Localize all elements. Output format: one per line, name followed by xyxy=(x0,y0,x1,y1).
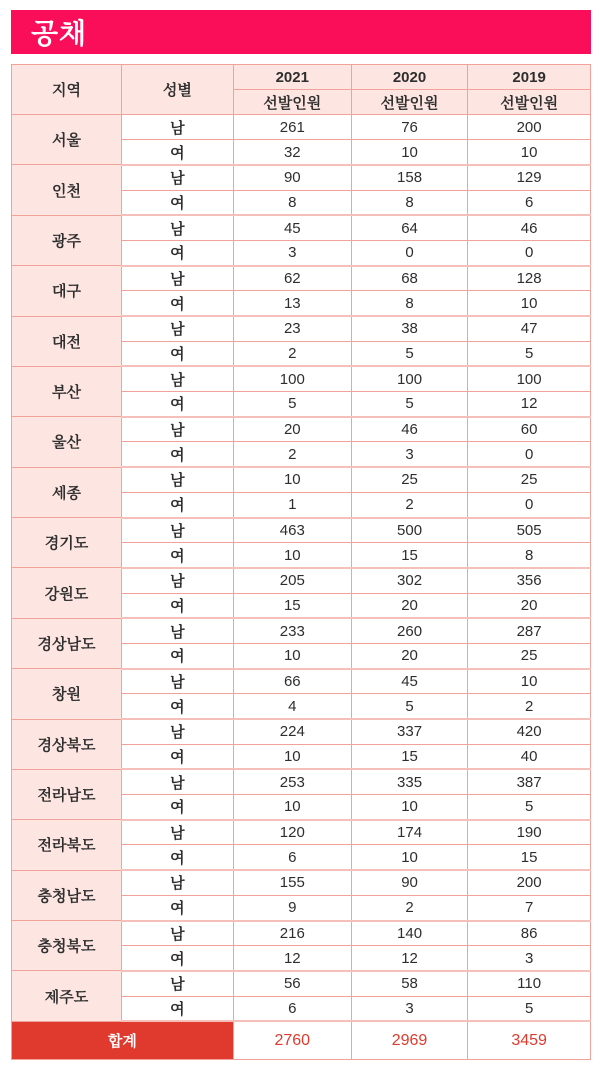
value-cell: 15 xyxy=(233,593,351,618)
value-cell: 10 xyxy=(233,643,351,668)
header-row-years xyxy=(12,65,591,90)
value-cell: 15 xyxy=(351,744,467,769)
region-cell: 세종 xyxy=(12,467,122,517)
gender-cell: 남 xyxy=(122,518,234,543)
region-cell: 대전 xyxy=(12,316,122,366)
value-cell: 10 xyxy=(468,669,591,694)
value-cell: 6 xyxy=(233,996,351,1021)
page-title-banner xyxy=(11,10,591,54)
value-cell: 100 xyxy=(351,366,467,391)
table-row xyxy=(12,165,591,190)
value-cell: 500 xyxy=(351,518,467,543)
table-row xyxy=(12,316,591,341)
region-cell: 광주 xyxy=(12,215,122,265)
page-title: 공채 xyxy=(31,18,88,49)
gender-cell: 여 xyxy=(122,291,234,316)
value-cell: 0 xyxy=(468,492,591,517)
value-cell: 58 xyxy=(351,971,467,996)
total-value-2019: 3459 xyxy=(468,1021,591,1059)
region-cell: 대구 xyxy=(12,266,122,316)
value-cell: 3 xyxy=(468,946,591,971)
table-row xyxy=(12,215,591,240)
gender-cell: 남 xyxy=(122,921,234,946)
region-cell: 경기도 xyxy=(12,518,122,568)
region-cell: 서울 xyxy=(12,115,122,165)
value-cell: 129 xyxy=(468,165,591,190)
table-row xyxy=(12,417,591,442)
value-cell: 15 xyxy=(351,543,467,568)
value-cell: 10 xyxy=(351,795,467,820)
value-cell: 12 xyxy=(468,392,591,417)
value-cell: 260 xyxy=(351,618,467,643)
region-cell: 제주도 xyxy=(12,971,122,1021)
header-gender: 성별 xyxy=(122,65,234,115)
total-value-2021: 2760 xyxy=(233,1021,351,1059)
value-cell: 5 xyxy=(351,694,467,719)
value-cell: 12 xyxy=(233,946,351,971)
gender-cell: 여 xyxy=(122,744,234,769)
table-row xyxy=(12,820,591,845)
value-cell: 32 xyxy=(233,140,351,165)
value-cell: 8 xyxy=(233,190,351,215)
region-cell: 경상남도 xyxy=(12,618,122,668)
value-cell: 47 xyxy=(468,316,591,341)
header-region: 지역 xyxy=(12,65,122,115)
gender-cell: 남 xyxy=(122,165,234,190)
value-cell: 420 xyxy=(468,719,591,744)
gender-cell: 여 xyxy=(122,643,234,668)
gender-cell: 남 xyxy=(122,971,234,996)
value-cell: 120 xyxy=(233,820,351,845)
gender-cell: 여 xyxy=(122,492,234,517)
value-cell: 40 xyxy=(468,744,591,769)
gender-cell: 남 xyxy=(122,366,234,391)
gender-cell: 남 xyxy=(122,719,234,744)
gender-cell: 여 xyxy=(122,341,234,366)
gender-cell: 여 xyxy=(122,946,234,971)
value-cell: 7 xyxy=(468,895,591,920)
value-cell: 13 xyxy=(233,291,351,316)
gender-cell: 여 xyxy=(122,845,234,870)
value-cell: 46 xyxy=(468,215,591,240)
value-cell: 76 xyxy=(351,115,467,140)
value-cell: 335 xyxy=(351,769,467,794)
total-label: 합계 xyxy=(12,1021,234,1059)
recruitment-table xyxy=(11,64,591,1060)
value-cell: 100 xyxy=(468,366,591,391)
value-cell: 62 xyxy=(233,266,351,291)
value-cell: 20 xyxy=(351,593,467,618)
value-cell: 5 xyxy=(468,795,591,820)
value-cell: 66 xyxy=(233,669,351,694)
value-cell: 25 xyxy=(468,467,591,492)
value-cell: 10 xyxy=(233,744,351,769)
value-cell: 10 xyxy=(351,845,467,870)
value-cell: 20 xyxy=(351,643,467,668)
region-cell: 전라북도 xyxy=(12,820,122,870)
header-sub-2019: 선발인원 xyxy=(468,90,591,115)
gender-cell: 여 xyxy=(122,190,234,215)
table-row xyxy=(12,467,591,492)
value-cell: 25 xyxy=(468,643,591,668)
value-cell: 12 xyxy=(351,946,467,971)
gender-cell: 남 xyxy=(122,568,234,593)
table-row xyxy=(12,266,591,291)
total-value-2020: 2969 xyxy=(351,1021,467,1059)
value-cell: 337 xyxy=(351,719,467,744)
region-cell: 인천 xyxy=(12,165,122,215)
region-cell: 울산 xyxy=(12,417,122,467)
gender-cell: 여 xyxy=(122,895,234,920)
value-cell: 23 xyxy=(233,316,351,341)
value-cell: 9 xyxy=(233,895,351,920)
gender-cell: 여 xyxy=(122,442,234,467)
value-cell: 38 xyxy=(351,316,467,341)
table-row xyxy=(12,115,591,140)
value-cell: 302 xyxy=(351,568,467,593)
gender-cell: 여 xyxy=(122,543,234,568)
value-cell: 45 xyxy=(351,669,467,694)
value-cell: 60 xyxy=(468,417,591,442)
value-cell: 46 xyxy=(351,417,467,442)
value-cell: 10 xyxy=(468,291,591,316)
value-cell: 64 xyxy=(351,215,467,240)
value-cell: 1 xyxy=(233,492,351,517)
value-cell: 200 xyxy=(468,870,591,895)
value-cell: 205 xyxy=(233,568,351,593)
value-cell: 3 xyxy=(351,996,467,1021)
gender-cell: 여 xyxy=(122,392,234,417)
value-cell: 5 xyxy=(468,341,591,366)
value-cell: 10 xyxy=(233,795,351,820)
value-cell: 2 xyxy=(233,341,351,366)
value-cell: 463 xyxy=(233,518,351,543)
value-cell: 8 xyxy=(351,190,467,215)
gender-cell: 남 xyxy=(122,618,234,643)
value-cell: 100 xyxy=(233,366,351,391)
gender-cell: 남 xyxy=(122,467,234,492)
value-cell: 224 xyxy=(233,719,351,744)
total-row xyxy=(12,1021,591,1059)
value-cell: 45 xyxy=(233,215,351,240)
table-body xyxy=(12,115,591,1022)
value-cell: 20 xyxy=(233,417,351,442)
table-row xyxy=(12,568,591,593)
value-cell: 155 xyxy=(233,870,351,895)
value-cell: 2 xyxy=(351,492,467,517)
value-cell: 56 xyxy=(233,971,351,996)
value-cell: 216 xyxy=(233,921,351,946)
region-cell: 충청남도 xyxy=(12,870,122,920)
value-cell: 110 xyxy=(468,971,591,996)
gender-cell: 남 xyxy=(122,266,234,291)
value-cell: 68 xyxy=(351,266,467,291)
table-row xyxy=(12,870,591,895)
table-row xyxy=(12,366,591,391)
value-cell: 20 xyxy=(468,593,591,618)
value-cell: 505 xyxy=(468,518,591,543)
gender-cell: 남 xyxy=(122,115,234,140)
region-cell: 충청북도 xyxy=(12,921,122,971)
value-cell: 356 xyxy=(468,568,591,593)
value-cell: 5 xyxy=(468,996,591,1021)
value-cell: 2 xyxy=(351,895,467,920)
value-cell: 5 xyxy=(351,341,467,366)
header-year-2019: 2019 xyxy=(468,65,591,90)
gender-cell: 남 xyxy=(122,769,234,794)
value-cell: 174 xyxy=(351,820,467,845)
value-cell: 0 xyxy=(468,240,591,265)
value-cell: 90 xyxy=(351,870,467,895)
value-cell: 8 xyxy=(468,543,591,568)
value-cell: 4 xyxy=(233,694,351,719)
value-cell: 3 xyxy=(351,442,467,467)
value-cell: 2 xyxy=(468,694,591,719)
table-row xyxy=(12,971,591,996)
value-cell: 287 xyxy=(468,618,591,643)
value-cell: 2 xyxy=(233,442,351,467)
gender-cell: 여 xyxy=(122,694,234,719)
gender-cell: 남 xyxy=(122,870,234,895)
value-cell: 0 xyxy=(351,240,467,265)
table-row xyxy=(12,518,591,543)
gender-cell: 여 xyxy=(122,593,234,618)
region-cell: 창원 xyxy=(12,669,122,719)
header-year-2021: 2021 xyxy=(233,65,351,90)
value-cell: 128 xyxy=(468,266,591,291)
gender-cell: 남 xyxy=(122,417,234,442)
value-cell: 5 xyxy=(351,392,467,417)
gender-cell: 여 xyxy=(122,140,234,165)
value-cell: 233 xyxy=(233,618,351,643)
table-footer xyxy=(12,1021,591,1059)
gender-cell: 여 xyxy=(122,795,234,820)
table-row xyxy=(12,769,591,794)
value-cell: 6 xyxy=(233,845,351,870)
value-cell: 387 xyxy=(468,769,591,794)
value-cell: 140 xyxy=(351,921,467,946)
header-sub-2021: 선발인원 xyxy=(233,90,351,115)
value-cell: 5 xyxy=(233,392,351,417)
table-row xyxy=(12,669,591,694)
gender-cell: 남 xyxy=(122,215,234,240)
value-cell: 190 xyxy=(468,820,591,845)
gender-cell: 남 xyxy=(122,820,234,845)
value-cell: 10 xyxy=(233,543,351,568)
value-cell: 158 xyxy=(351,165,467,190)
value-cell: 6 xyxy=(468,190,591,215)
value-cell: 10 xyxy=(351,140,467,165)
value-cell: 10 xyxy=(233,467,351,492)
table-header xyxy=(12,65,591,115)
region-cell: 강원도 xyxy=(12,568,122,618)
value-cell: 25 xyxy=(351,467,467,492)
gender-cell: 남 xyxy=(122,669,234,694)
gender-cell: 남 xyxy=(122,316,234,341)
value-cell: 253 xyxy=(233,769,351,794)
gender-cell: 여 xyxy=(122,996,234,1021)
region-cell: 경상북도 xyxy=(12,719,122,769)
value-cell: 0 xyxy=(468,442,591,467)
table-row xyxy=(12,921,591,946)
header-sub-2020: 선발인원 xyxy=(351,90,467,115)
value-cell: 200 xyxy=(468,115,591,140)
value-cell: 261 xyxy=(233,115,351,140)
value-cell: 86 xyxy=(468,921,591,946)
value-cell: 10 xyxy=(468,140,591,165)
table-row xyxy=(12,618,591,643)
region-cell: 부산 xyxy=(12,366,122,416)
region-cell: 전라남도 xyxy=(12,769,122,819)
header-year-2020: 2020 xyxy=(351,65,467,90)
value-cell: 3 xyxy=(233,240,351,265)
value-cell: 8 xyxy=(351,291,467,316)
value-cell: 15 xyxy=(468,845,591,870)
gender-cell: 여 xyxy=(122,240,234,265)
value-cell: 90 xyxy=(233,165,351,190)
table-row xyxy=(12,719,591,744)
